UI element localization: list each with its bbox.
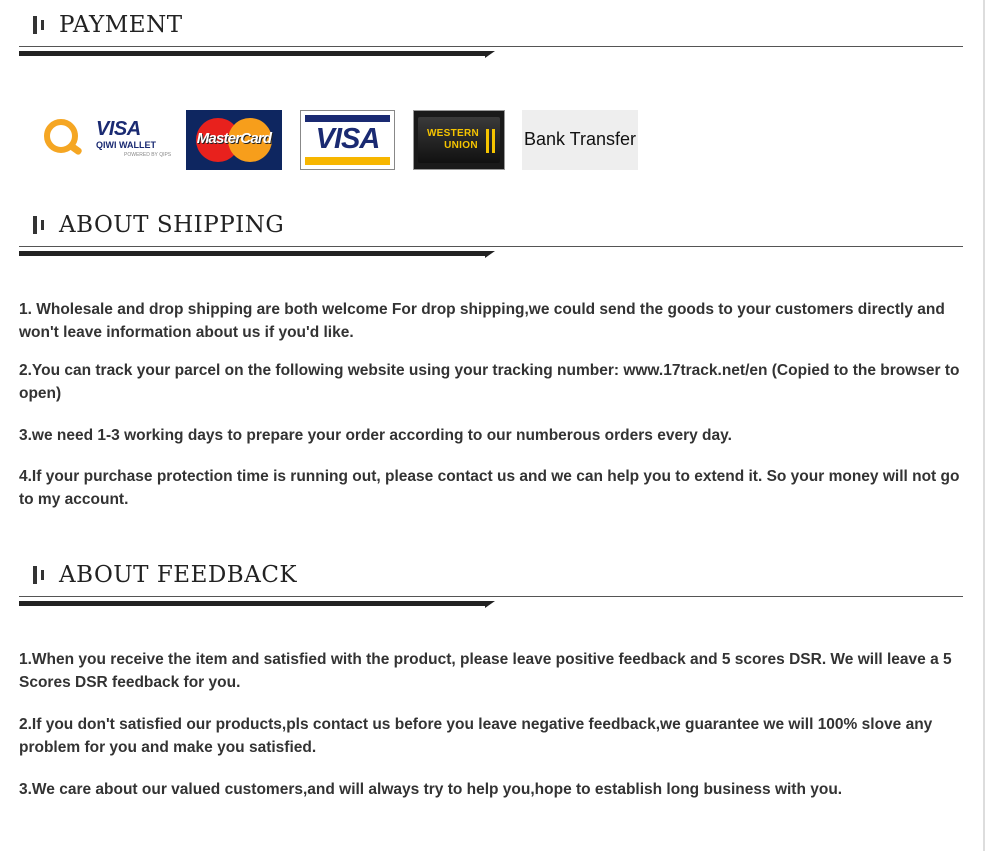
feedback-section-header bbox=[19, 550, 963, 610]
shipping-item: 2.You can track your parcel on the following website using your tracking number: www.17track.net/en (Copied to the browser to open) bbox=[19, 362, 960, 402]
feedback-item: 1.When you receive the item and satisfied with the product, please leave positive feedback and 5 scores DSR. We will leave a 5 Scores DSR feedback for you. bbox=[19, 651, 952, 691]
mastercard-text: MasterCard bbox=[196, 130, 272, 147]
header-arrow-icon bbox=[485, 51, 495, 58]
section-marker-icon bbox=[33, 566, 45, 586]
section-marker-icon bbox=[33, 16, 45, 36]
shipping-section-header bbox=[19, 200, 963, 260]
payment-methods bbox=[30, 110, 650, 172]
feedback-item: 2.If you don't satisfied our products,pls contact us before you leave negative feedback,we guarantee we will 100% slove any problem for you and make you satisfied. bbox=[19, 716, 933, 756]
western-union-logo bbox=[413, 110, 505, 170]
mastercard-logo bbox=[186, 110, 282, 170]
header-underline bbox=[19, 601, 485, 606]
header-divider bbox=[19, 596, 963, 597]
visa-text: VISA bbox=[315, 123, 380, 155]
section-marker-icon bbox=[33, 216, 45, 236]
header-arrow-icon bbox=[485, 251, 495, 258]
feedback-item: 3.We care about our valued customers,and will always try to help you,hope to establish long business with you. bbox=[19, 781, 843, 798]
payment-title: PAYMENT bbox=[59, 12, 183, 38]
qiwi-wallet-logo bbox=[40, 110, 170, 170]
qiwi-wallet-text: QIWI WALLET bbox=[96, 140, 156, 150]
header-divider bbox=[19, 246, 963, 247]
feedback-title: ABOUT FEEDBACK bbox=[59, 562, 298, 588]
header-underline bbox=[19, 51, 485, 56]
payment-section-header bbox=[19, 0, 963, 60]
western-union-line1: WESTERN bbox=[426, 128, 480, 139]
header-divider bbox=[19, 46, 963, 47]
visa-logo bbox=[300, 110, 395, 170]
shipping-item: 1. Wholesale and drop shipping are both welcome For drop shipping,we could send the goods to your customers directly and won't leave information about us if you'd like. bbox=[19, 301, 945, 341]
shipping-item: 3.we need 1-3 working days to prepare your order according to our numberous orders every day. bbox=[19, 427, 732, 444]
shipping-title: ABOUT SHIPPING bbox=[59, 212, 285, 238]
shipping-item: 4.If your purchase protection time is running out, please contact us and we can help you to extend it. So your money will not go to my account. bbox=[19, 468, 960, 508]
qiwi-visa-text: VISA bbox=[96, 118, 141, 140]
bank-transfer-text: Bank Transfer bbox=[523, 129, 637, 149]
bank-transfer-logo bbox=[522, 110, 638, 170]
western-union-line2: UNION bbox=[444, 140, 478, 151]
header-underline bbox=[19, 251, 485, 256]
qiwi-powered-text: POWERED BY QIPS bbox=[124, 152, 172, 158]
header-arrow-icon bbox=[485, 601, 495, 608]
